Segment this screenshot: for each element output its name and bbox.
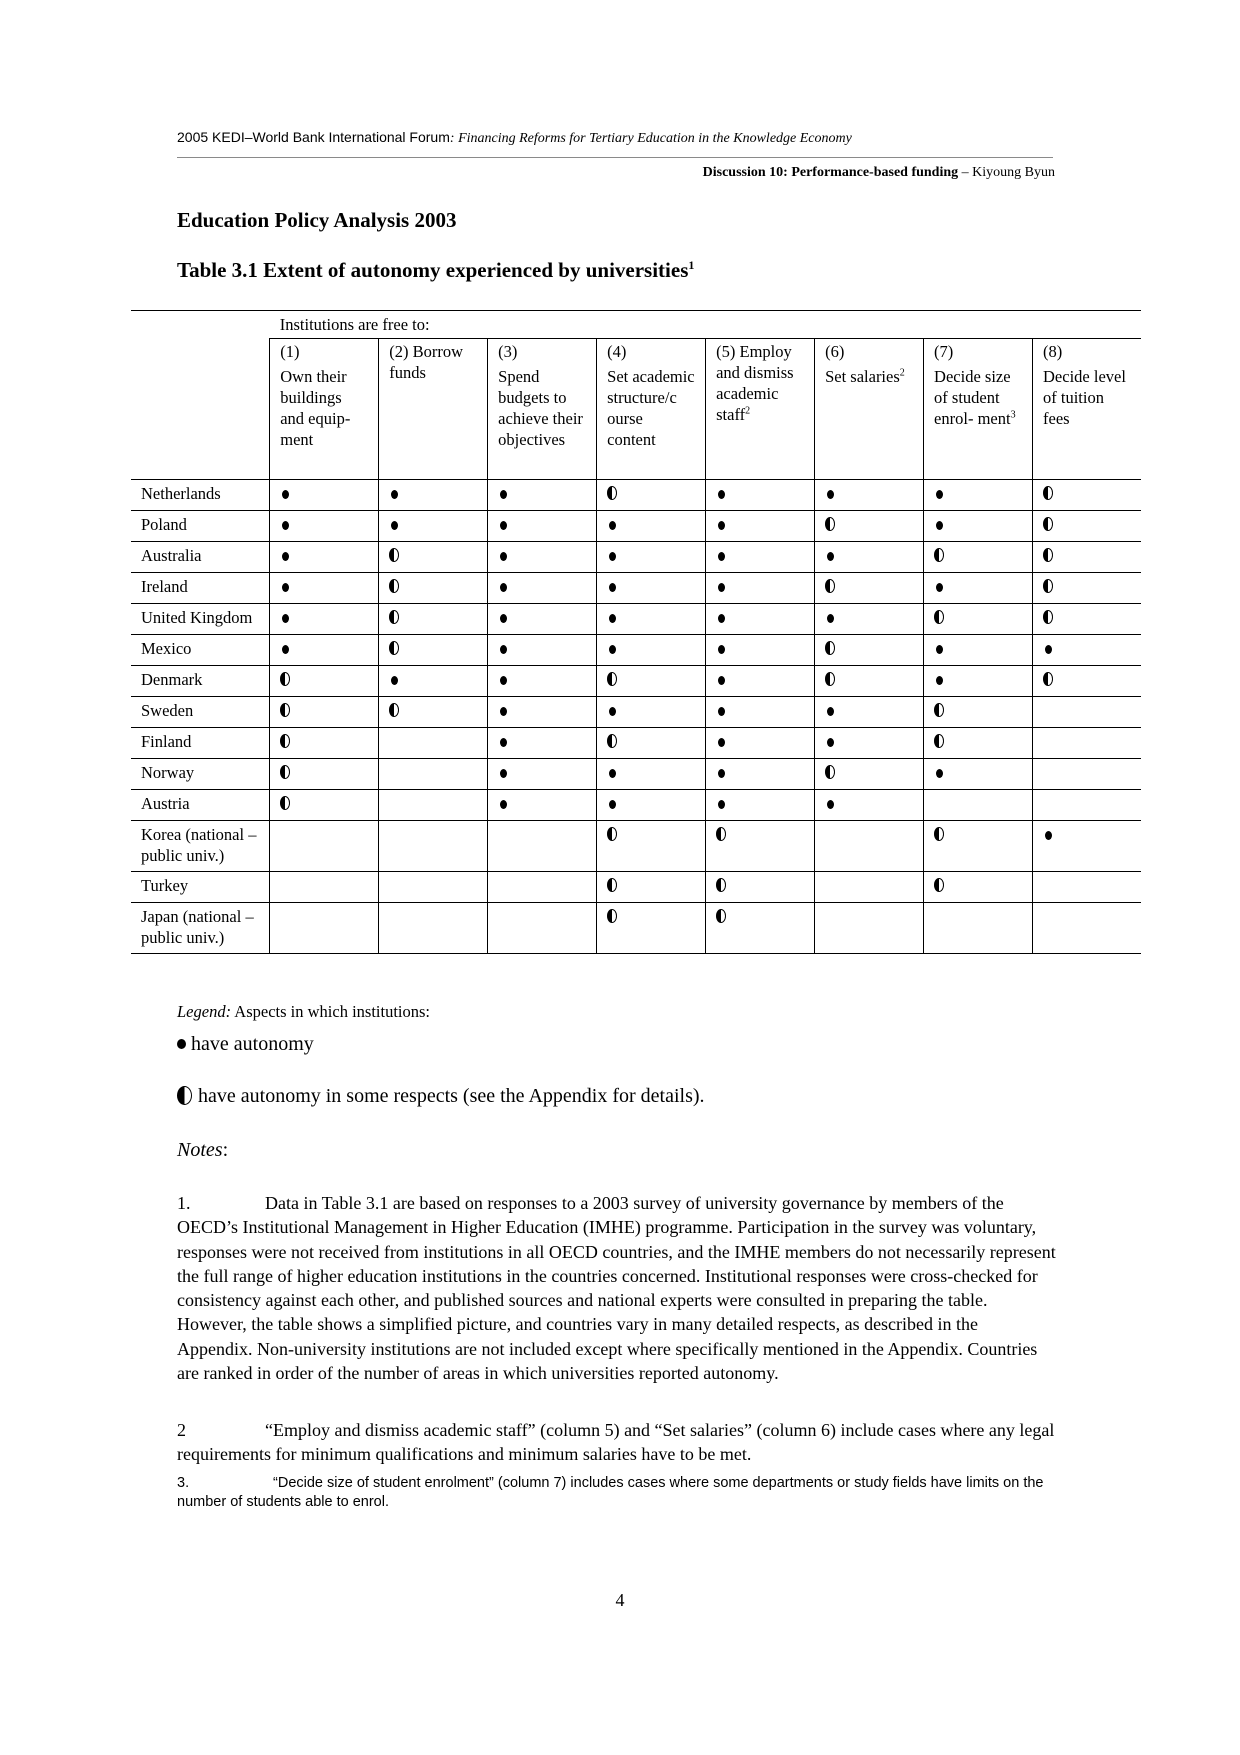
column-header	[815, 339, 924, 480]
autonomy-cell	[597, 759, 706, 790]
half-circle-icon	[607, 909, 617, 923]
half-circle-icon	[1043, 579, 1053, 593]
autonomy-cell	[270, 542, 379, 573]
full-circle-icon	[500, 583, 507, 592]
autonomy-cell	[597, 635, 706, 666]
half-circle-icon	[825, 765, 835, 779]
autonomy-cell	[815, 573, 924, 604]
full-circle-icon	[609, 800, 616, 809]
column-header	[1033, 339, 1141, 480]
country-name: Ireland	[131, 573, 270, 604]
autonomy-cell	[706, 542, 815, 573]
table-row	[131, 666, 1141, 697]
country-name: Australia	[131, 542, 270, 573]
table-row	[131, 728, 1141, 759]
half-circle-icon	[1043, 486, 1053, 500]
column-header	[706, 339, 815, 480]
autonomy-cell	[597, 480, 706, 511]
full-circle-icon	[718, 738, 725, 747]
column-header	[270, 339, 379, 480]
autonomy-cell	[597, 903, 706, 954]
full-circle-icon	[718, 800, 725, 809]
full-circle-icon	[500, 521, 507, 530]
autonomy-cell	[924, 511, 1033, 542]
table-row	[131, 511, 1141, 542]
autonomy-cell	[706, 759, 815, 790]
autonomy-cell	[706, 666, 815, 697]
column-header	[597, 339, 706, 480]
autonomy-cell	[706, 821, 815, 872]
half-circle-icon	[280, 703, 290, 717]
discussion-author: – Kiyoung Byun	[958, 165, 1055, 180]
half-circle-icon	[1043, 672, 1053, 686]
full-circle-icon	[827, 738, 834, 747]
full-circle-icon	[500, 490, 507, 499]
column-footnote: 2	[899, 367, 905, 379]
full-circle-icon	[391, 676, 398, 685]
full-circle-icon	[827, 490, 834, 499]
country-name: Austria	[131, 790, 270, 821]
table-title-footnote: 1	[688, 258, 695, 272]
half-circle-icon	[825, 517, 835, 531]
autonomy-cell	[815, 872, 924, 903]
full-circle-icon	[936, 490, 943, 499]
half-circle-icon	[934, 610, 944, 624]
full-circle-icon	[718, 707, 725, 716]
autonomy-cell	[815, 821, 924, 872]
autonomy-cell	[597, 728, 706, 759]
column-header	[379, 339, 488, 480]
country-name: Finland	[131, 728, 270, 759]
autonomy-cell	[379, 635, 488, 666]
legend-item-full	[177, 1033, 314, 1056]
full-circle-icon	[718, 614, 725, 623]
full-circle-icon	[609, 521, 616, 530]
autonomy-cell	[270, 480, 379, 511]
autonomy-cell	[1033, 604, 1141, 635]
full-circle-icon	[609, 583, 616, 592]
full-circle-icon	[718, 552, 725, 561]
half-circle-icon	[934, 734, 944, 748]
half-circle-icon	[177, 1086, 192, 1105]
autonomy-cell	[706, 728, 815, 759]
autonomy-cell	[488, 511, 597, 542]
autonomy-cell	[597, 542, 706, 573]
autonomy-cell	[379, 604, 488, 635]
autonomy-cell	[1033, 903, 1141, 954]
column-number: (6)	[825, 342, 845, 361]
autonomy-cell	[815, 759, 924, 790]
autonomy-cell	[270, 604, 379, 635]
full-circle-icon	[936, 645, 943, 654]
autonomy-cell	[488, 759, 597, 790]
full-circle-icon	[936, 769, 943, 778]
half-circle-icon	[934, 703, 944, 717]
full-circle-icon	[718, 645, 725, 654]
column-label: Decide size of student enrol- ment	[934, 367, 1011, 428]
autonomy-cell	[488, 604, 597, 635]
full-circle-icon	[827, 707, 834, 716]
half-circle-icon	[716, 878, 726, 892]
country-name: Japan (national – public univ.)	[131, 903, 270, 954]
autonomy-cell	[379, 728, 488, 759]
autonomy-cell	[379, 759, 488, 790]
autonomy-cell	[270, 666, 379, 697]
autonomy-cell	[488, 821, 597, 872]
country-name: Sweden	[131, 697, 270, 728]
autonomy-cell	[270, 821, 379, 872]
half-circle-icon	[716, 909, 726, 923]
running-head	[177, 129, 852, 147]
autonomy-cell	[815, 903, 924, 954]
full-circle-icon	[827, 552, 834, 561]
full-circle-icon	[282, 552, 289, 561]
autonomy-cell	[1033, 759, 1141, 790]
notes-label: Notes	[177, 1139, 223, 1161]
column-label: Borrow funds	[389, 342, 463, 382]
full-circle-icon	[282, 645, 289, 654]
autonomy-cell	[270, 759, 379, 790]
half-circle-icon	[716, 827, 726, 841]
autonomy-cell	[379, 903, 488, 954]
full-circle-icon	[500, 676, 507, 685]
column-label: Employ and dismiss academic staff	[716, 342, 794, 424]
autonomy-cell	[1033, 666, 1141, 697]
table-row	[131, 872, 1141, 903]
autonomy-cell	[270, 872, 379, 903]
column-number: (2)	[389, 342, 409, 361]
autonomy-cell	[488, 872, 597, 903]
autonomy-cell	[706, 604, 815, 635]
column-label: Set salaries	[825, 367, 900, 386]
autonomy-cell	[815, 542, 924, 573]
column-footnote: 3	[1010, 409, 1016, 421]
full-circle-icon	[609, 552, 616, 561]
empty-corner	[131, 311, 270, 339]
autonomy-cell	[706, 697, 815, 728]
autonomy-cell	[815, 480, 924, 511]
full-circle-icon	[827, 800, 834, 809]
table-row	[131, 542, 1141, 573]
discussion-title: Discussion 10: Performance-based funding	[702, 165, 959, 180]
group-header: Institutions are free to:	[270, 311, 1141, 339]
autonomy-table	[131, 310, 1141, 954]
half-circle-icon	[280, 734, 290, 748]
source-title: Education Policy Analysis 2003	[177, 208, 457, 232]
autonomy-cell	[815, 728, 924, 759]
forum-subtitle: Financing Reforms for Tertiary Education in the Knowledge Economy	[458, 131, 852, 146]
note-number: 1.	[177, 1193, 191, 1213]
forum-name: 2005 KEDI–World Bank International Forum	[177, 129, 450, 145]
column-number: (8)	[1043, 342, 1063, 361]
autonomy-cell	[488, 697, 597, 728]
half-circle-icon	[389, 579, 399, 593]
autonomy-cell	[1033, 697, 1141, 728]
legend-full-text: have autonomy	[191, 1033, 314, 1055]
autonomy-cell	[815, 635, 924, 666]
note-number: 3.	[177, 1475, 190, 1491]
notes-colon: :	[222, 1139, 229, 1161]
autonomy-cell	[270, 573, 379, 604]
autonomy-cell	[488, 480, 597, 511]
note-1	[177, 1191, 1057, 1385]
autonomy-cell	[1033, 511, 1141, 542]
table-row	[131, 573, 1141, 604]
country-name: Korea (national – public univ.)	[131, 821, 270, 872]
autonomy-cell	[1033, 728, 1141, 759]
half-circle-icon	[825, 672, 835, 686]
autonomy-cell	[1033, 790, 1141, 821]
autonomy-cell	[924, 821, 1033, 872]
autonomy-cell	[706, 480, 815, 511]
legend-desc: Aspects in which institutions:	[231, 1002, 430, 1021]
full-circle-icon	[500, 707, 507, 716]
half-circle-icon	[825, 579, 835, 593]
full-circle-icon	[936, 521, 943, 530]
autonomy-cell	[379, 511, 488, 542]
half-circle-icon	[389, 641, 399, 655]
table-row	[131, 903, 1141, 954]
half-circle-icon	[607, 827, 617, 841]
full-circle-icon	[609, 614, 616, 623]
table-title	[177, 258, 694, 283]
group-header-row	[131, 311, 1141, 339]
half-circle-icon	[934, 878, 944, 892]
discussion-line	[703, 165, 1055, 181]
half-circle-icon	[389, 703, 399, 717]
autonomy-cell	[706, 790, 815, 821]
autonomy-cell	[924, 872, 1033, 903]
autonomy-cell	[924, 666, 1033, 697]
legend-label: Legend:	[177, 1002, 232, 1021]
full-circle-icon	[500, 645, 507, 654]
autonomy-cell	[815, 666, 924, 697]
autonomy-cell	[597, 697, 706, 728]
full-circle-icon	[1045, 645, 1052, 654]
country-name: Norway	[131, 759, 270, 790]
note-2	[177, 1418, 1057, 1467]
table-row	[131, 635, 1141, 666]
half-circle-icon	[389, 548, 399, 562]
full-circle-icon	[718, 490, 725, 499]
autonomy-cell	[924, 790, 1033, 821]
full-circle-icon	[936, 583, 943, 592]
half-circle-icon	[607, 672, 617, 686]
full-circle-icon	[500, 738, 507, 747]
autonomy-cell	[924, 480, 1033, 511]
autonomy-cell	[488, 635, 597, 666]
full-circle-icon	[391, 521, 398, 530]
column-label: Spend budgets to achieve their objectives	[498, 367, 583, 449]
half-circle-icon	[280, 672, 290, 686]
autonomy-cell	[379, 480, 488, 511]
country-name: Turkey	[131, 872, 270, 903]
autonomy-cell	[1033, 872, 1141, 903]
autonomy-cell	[379, 542, 488, 573]
autonomy-cell	[270, 903, 379, 954]
autonomy-cell	[706, 511, 815, 542]
country-name: Netherlands	[131, 480, 270, 511]
autonomy-cell	[1033, 821, 1141, 872]
autonomy-cell	[488, 542, 597, 573]
autonomy-cell	[379, 790, 488, 821]
autonomy-cell	[379, 821, 488, 872]
autonomy-cell	[597, 511, 706, 542]
autonomy-cell	[379, 872, 488, 903]
autonomy-cell	[1033, 635, 1141, 666]
full-circle-icon	[609, 645, 616, 654]
autonomy-cell	[597, 790, 706, 821]
half-circle-icon	[1043, 548, 1053, 562]
autonomy-cell	[270, 635, 379, 666]
autonomy-cell	[488, 666, 597, 697]
half-circle-icon	[280, 796, 290, 810]
full-circle-icon	[391, 490, 398, 499]
legend-partial-text: have autonomy in some respects (see the Appendix for details).	[198, 1085, 705, 1107]
autonomy-cell	[815, 604, 924, 635]
half-circle-icon	[825, 641, 835, 655]
full-circle-icon	[718, 583, 725, 592]
autonomy-cell	[270, 728, 379, 759]
full-circle-icon	[282, 583, 289, 592]
autonomy-cell	[379, 697, 488, 728]
full-circle-icon	[500, 552, 507, 561]
full-circle-icon	[718, 521, 725, 530]
half-circle-icon	[607, 878, 617, 892]
page-number: 4	[615, 1590, 625, 1610]
full-circle-icon	[936, 676, 943, 685]
autonomy-cell	[379, 573, 488, 604]
autonomy-cell	[379, 666, 488, 697]
autonomy-cell	[924, 573, 1033, 604]
empty-corner	[131, 339, 270, 480]
column-header	[488, 339, 597, 480]
autonomy-cell	[488, 903, 597, 954]
column-label: Decide level of tuition fees	[1043, 367, 1126, 428]
column-header	[924, 339, 1033, 480]
country-name: Denmark	[131, 666, 270, 697]
autonomy-cell	[815, 790, 924, 821]
country-name: United Kingdom	[131, 604, 270, 635]
half-circle-icon	[1043, 517, 1053, 531]
forum-sep: :	[449, 131, 459, 146]
note-3	[177, 1474, 1057, 1512]
table-row	[131, 480, 1141, 511]
column-number: (3)	[498, 342, 518, 361]
autonomy-cell	[1033, 542, 1141, 573]
table-row	[131, 821, 1141, 872]
half-circle-icon	[389, 610, 399, 624]
half-circle-icon	[934, 548, 944, 562]
note-text: “Decide size of student enrolment” (column 7) includes cases where some departments or study fields have limits on the number of students able to enrol.	[177, 1475, 1044, 1510]
full-circle-icon	[827, 614, 834, 623]
full-circle-icon	[282, 521, 289, 530]
autonomy-cell	[924, 635, 1033, 666]
full-circle-icon	[500, 769, 507, 778]
legend-title	[177, 1002, 430, 1022]
autonomy-cell	[270, 511, 379, 542]
half-circle-icon	[607, 734, 617, 748]
autonomy-cell	[270, 790, 379, 821]
autonomy-cell	[815, 511, 924, 542]
autonomy-cell	[924, 697, 1033, 728]
full-circle-icon	[177, 1039, 186, 1049]
half-circle-icon	[1043, 610, 1053, 624]
autonomy-cell	[488, 728, 597, 759]
half-circle-icon	[607, 486, 617, 500]
autonomy-cell	[597, 666, 706, 697]
note-number: 2	[177, 1420, 186, 1440]
autonomy-cell	[924, 759, 1033, 790]
column-header-row	[131, 339, 1141, 480]
full-circle-icon	[282, 614, 289, 623]
note-text: Data in Table 3.1 are based on responses to a 2003 survey of university governance by members of the OECD’s Institutional Management in Higher Education (IMHE) programme. Participation in the survey was voluntary, responses were not received from institutions in all OECD countries, and the IMHE members do not necessarily represent the full range of higher education institutions in the countries concerned. Institutional responses were cross-checked for consistency against each other, and published sources and national experts were consulted in preparing the table. However, the table shows a simplified picture, and countries vary in many detailed respects, as described in the Appendix. Non-university institutions are not included except where specifically mentioned in the Appendix. Countries are ranked in order of the number of areas in which universities reported autonomy.	[177, 1193, 1056, 1384]
autonomy-cell	[597, 872, 706, 903]
autonomy-cell	[597, 573, 706, 604]
autonomy-cell	[924, 728, 1033, 759]
column-footnote: 2	[745, 405, 751, 417]
table-row	[131, 759, 1141, 790]
full-circle-icon	[609, 769, 616, 778]
column-number: (5)	[716, 342, 736, 361]
full-circle-icon	[1045, 831, 1052, 840]
full-circle-icon	[282, 490, 289, 499]
autonomy-cell	[706, 635, 815, 666]
autonomy-cell	[706, 573, 815, 604]
autonomy-cell	[1033, 480, 1141, 511]
legend-item-partial	[177, 1085, 705, 1108]
full-circle-icon	[718, 676, 725, 685]
header-rule	[177, 157, 1053, 158]
autonomy-cell	[706, 872, 815, 903]
autonomy-cell	[488, 790, 597, 821]
autonomy-cell	[1033, 573, 1141, 604]
autonomy-cell	[270, 697, 379, 728]
column-label: Set academic structure/c ourse content	[607, 367, 695, 449]
autonomy-cell	[706, 903, 815, 954]
full-circle-icon	[500, 614, 507, 623]
autonomy-cell	[488, 573, 597, 604]
full-circle-icon	[609, 707, 616, 716]
table-row	[131, 790, 1141, 821]
autonomy-cell	[597, 604, 706, 635]
autonomy-cell	[597, 821, 706, 872]
notes-title	[177, 1139, 228, 1162]
country-name: Poland	[131, 511, 270, 542]
table-title-text: Table 3.1 Extent of autonomy experienced by universities	[177, 258, 689, 282]
autonomy-cell	[815, 697, 924, 728]
note-text: “Employ and dismiss academic staff” (column 5) and “Set salaries” (column 6) include cases where any legal requirements for minimum qualifications and minimum salaries have to be met.	[177, 1420, 1055, 1465]
column-number: (4)	[607, 342, 627, 361]
column-number: (1)	[280, 342, 300, 361]
autonomy-cell	[924, 542, 1033, 573]
table-row	[131, 697, 1141, 728]
half-circle-icon	[280, 765, 290, 779]
half-circle-icon	[934, 827, 944, 841]
full-circle-icon	[500, 800, 507, 809]
autonomy-cell	[924, 903, 1033, 954]
table-row	[131, 604, 1141, 635]
autonomy-cell	[924, 604, 1033, 635]
column-number: (7)	[934, 342, 954, 361]
column-label: Own their buildings and equip-ment	[280, 367, 351, 449]
full-circle-icon	[718, 769, 725, 778]
country-name: Mexico	[131, 635, 270, 666]
